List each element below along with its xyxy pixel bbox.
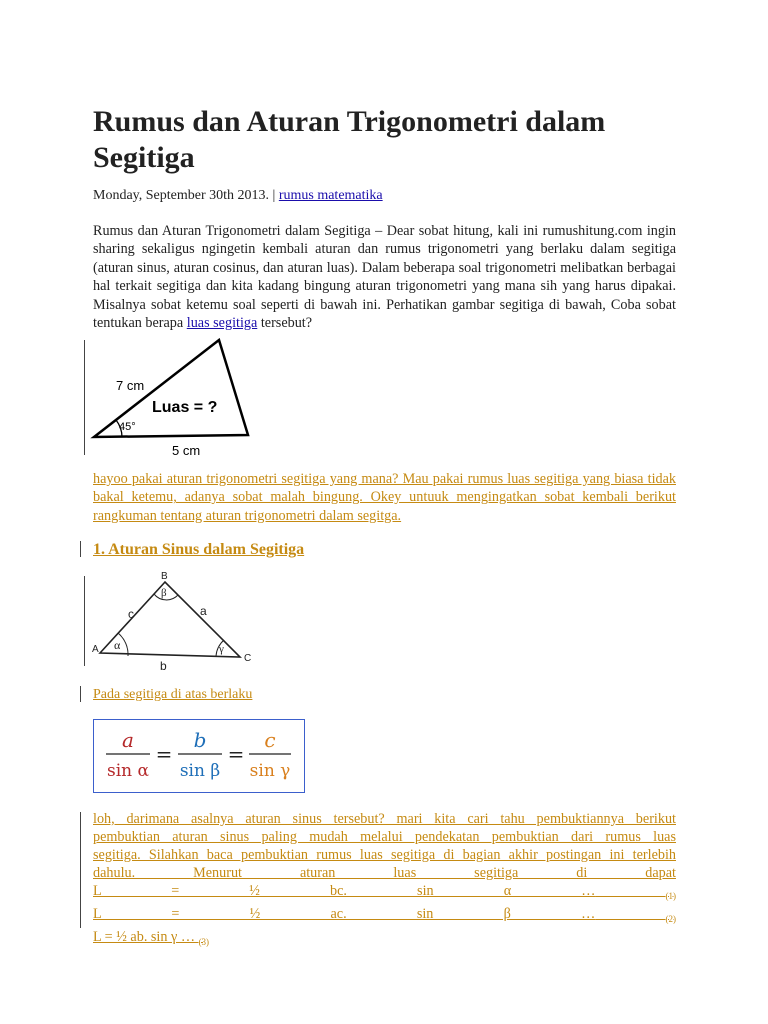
- luas-segitiga-link[interactable]: luas segitiga: [186, 315, 258, 332]
- side-bottom-label: 5 cm: [172, 443, 201, 456]
- vertex-b-label: B: [161, 571, 168, 582]
- proof-left-border: [80, 812, 81, 928]
- intro-text-end: tersebut?: [257, 315, 313, 332]
- triangle-area-figure: [88, 338, 258, 456]
- equation-2: [93, 905, 676, 928]
- side-b-label: b: [160, 659, 167, 670]
- vertex-c-label: C: [244, 653, 252, 664]
- denominator-sin-alpha: sin α: [107, 761, 149, 781]
- triangle-abc-figure: [88, 570, 258, 670]
- section-heading-sinus: 1. Aturan Sinus dalam Segitiga: [93, 541, 305, 558]
- numerator-b: b: [193, 728, 207, 752]
- pada-text: Pada segitiga di atas berlaku: [93, 687, 253, 702]
- angle-label: 45°: [119, 421, 136, 433]
- denominator-sin-gamma: sin γ: [249, 761, 291, 781]
- numerator-c: c: [264, 728, 276, 752]
- meta-separator: |: [269, 188, 279, 203]
- equation-3: [93, 928, 676, 951]
- proof-line: segitiga. Silahkan baca pembuktian rumus luas segitiga di bagian akhir postingan ini terlebih: [93, 847, 676, 863]
- equals-sign-2: =: [227, 742, 245, 766]
- side-c-label: c: [128, 607, 134, 621]
- equals-sign-1: =: [155, 742, 173, 766]
- proof-line: loh, darimana asalnya aturan sinus tersebut? mari kita cari tahu pembuktiannya berikut: [93, 811, 676, 827]
- figure2-left-border: [84, 576, 85, 666]
- intro-paragraph: [93, 222, 676, 332]
- pada-left-border: [80, 686, 81, 702]
- figure1-left-border: [84, 340, 85, 455]
- page-title: Rumus dan Aturan Trigonometri dalam Segitiga: [93, 105, 606, 174]
- luas-question-label: Luas = ?: [152, 399, 218, 416]
- paragraph-aturan: hayoo pakai aturan trigonometri segitiga yang mana? Mau pakai rumus luas segitiga yang biasa tidak bakal ketemu, adanya sobat malah bingung. Okey untuuk mengingatkan sobat kembali berikut rangkuman tentang aturan trigonometri dalam segitga.: [93, 471, 676, 524]
- gamma-label: γ: [219, 643, 224, 655]
- sine-rule-formula: [94, 720, 304, 792]
- equation-1: [93, 882, 676, 905]
- proof-line: pembuktian aturan sinus paling mudah melalui pendekatan pembuktian dari rumus luas: [93, 829, 676, 845]
- equation-3-number: (3): [198, 936, 210, 947]
- section-left-border: [80, 541, 81, 557]
- numerator-a: a: [122, 728, 134, 752]
- equation-1-number: (1): [665, 890, 676, 901]
- proof-paragraph: [93, 810, 676, 950]
- denominator-sin-beta: sin β: [179, 761, 221, 781]
- category-link[interactable]: rumus matematika: [278, 188, 383, 203]
- intro-text: Rumus dan Aturan Trigonometri dalam Segitiga – Dear sobat hitung, kali ini rumushitung.com ingin sharing sekaligus ngingetin kembali aturan dan rumus trigonometri yang berlaku dalam segitiga (aturan sinus, aturan cosinus, dan aturan luas). Dalam beberapa soal trigonometri melibatkan berbagai hal terkait segitiga dan kita kadang bingung aturan trigonometri yang mana sih yang harus dipakai. Misalnya sobat ketemu soal seperti di bawah ini. Perhatikan gambar segitiga di bawah, Coba sobat tentukan berapa: [93, 223, 676, 332]
- side-left-label: 7 cm: [116, 378, 145, 393]
- equation-1-text: L = ½ bc. sin α …: [93, 883, 596, 899]
- post-meta: [93, 186, 383, 206]
- equation-3-text: L = ½ ab. sin γ …: [93, 928, 196, 945]
- vertex-a-label: A: [92, 644, 99, 655]
- equation-2-number: (2): [665, 913, 676, 924]
- beta-label: β: [161, 587, 167, 599]
- side-a-label: a: [200, 604, 207, 618]
- equation-2-text: L = ½ ac. sin β …: [93, 905, 596, 922]
- post-date: Monday, September 30th 2013.: [93, 188, 270, 203]
- alpha-label: α: [114, 638, 121, 652]
- proof-line: dahulu. Menurut aturan luas segitiga di dapat: [93, 865, 676, 881]
- sine-rule-formula-box: [93, 719, 305, 793]
